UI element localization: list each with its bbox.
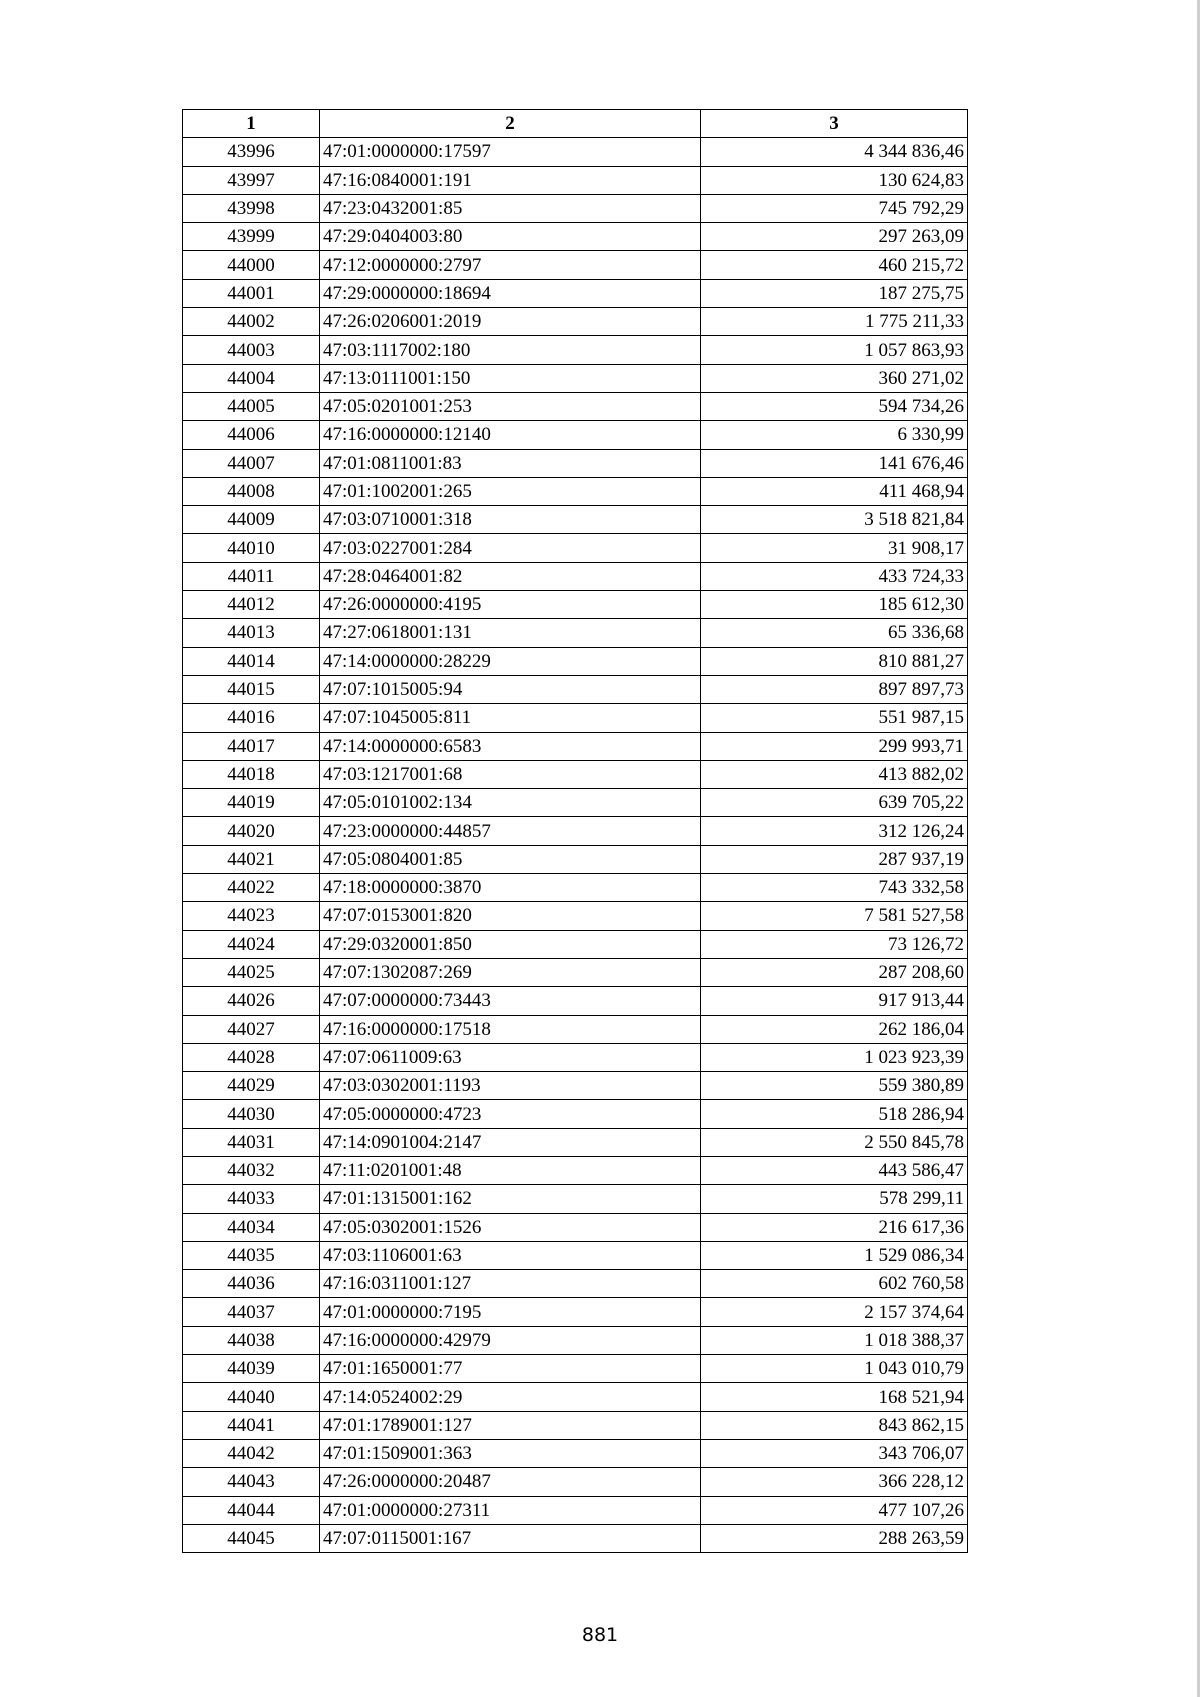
cadastral-number-cell: 47:14:0000000:28229 — [320, 647, 701, 675]
table-row — [183, 1213, 968, 1241]
row-number-cell: 44031 — [183, 1128, 320, 1156]
value-cell: 917 913,44 — [701, 987, 968, 1015]
cadastral-number-cell: 47:14:0901004:2147 — [320, 1128, 701, 1156]
cadastral-number-cell: 47:23:0000000:44857 — [320, 817, 701, 845]
row-number-cell: 44013 — [183, 619, 320, 647]
value-cell: 1 057 863,93 — [701, 336, 968, 364]
table-row — [183, 930, 968, 958]
table-row — [183, 1072, 968, 1100]
value-cell: 299 993,71 — [701, 732, 968, 760]
row-number-cell: 44007 — [183, 449, 320, 477]
table-row — [183, 308, 968, 336]
cadastral-number-cell: 47:01:0000000:7195 — [320, 1298, 701, 1326]
cadastral-number-cell: 47:01:0000000:17597 — [320, 138, 701, 166]
value-cell: 477 107,26 — [701, 1496, 968, 1524]
value-cell: 578 299,11 — [701, 1185, 968, 1213]
cadastral-number-cell: 47:28:0464001:82 — [320, 562, 701, 590]
value-cell: 2 550 845,78 — [701, 1128, 968, 1156]
table-row — [183, 1326, 968, 1354]
row-number-cell: 44033 — [183, 1185, 320, 1213]
row-number-cell: 44022 — [183, 874, 320, 902]
cadastral-number-cell: 47:01:1315001:162 — [320, 1185, 701, 1213]
table-row — [183, 1185, 968, 1213]
cadastral-number-cell: 47:01:1509001:363 — [320, 1439, 701, 1467]
cadastral-number-cell: 47:01:1650001:77 — [320, 1355, 701, 1383]
value-cell: 288 263,59 — [701, 1524, 968, 1552]
row-number-cell: 44032 — [183, 1156, 320, 1184]
row-number-cell: 44012 — [183, 591, 320, 619]
table-row — [183, 958, 968, 986]
table-row — [183, 392, 968, 420]
value-cell: 460 215,72 — [701, 251, 968, 279]
row-number-cell: 44008 — [183, 477, 320, 505]
table-row — [183, 1411, 968, 1439]
cadastral-number-cell: 47:03:1217001:68 — [320, 760, 701, 788]
row-number-cell: 44017 — [183, 732, 320, 760]
row-number-cell: 44041 — [183, 1411, 320, 1439]
table-row — [183, 874, 968, 902]
value-cell: 141 676,46 — [701, 449, 968, 477]
row-number-cell: 44019 — [183, 789, 320, 817]
table-row — [183, 1468, 968, 1496]
value-cell: 1 529 086,34 — [701, 1241, 968, 1269]
value-cell: 639 705,22 — [701, 789, 968, 817]
column-header-1: 1 — [183, 110, 320, 138]
row-number-cell: 44021 — [183, 845, 320, 873]
value-cell: 1 018 388,37 — [701, 1326, 968, 1354]
row-number-cell: 44044 — [183, 1496, 320, 1524]
cadastral-number-cell: 47:07:1015005:94 — [320, 675, 701, 703]
row-number-cell: 44005 — [183, 392, 320, 420]
value-cell: 130 624,83 — [701, 166, 968, 194]
row-number-cell: 44029 — [183, 1072, 320, 1100]
value-cell: 216 617,36 — [701, 1213, 968, 1241]
table-row — [183, 1128, 968, 1156]
value-cell: 594 734,26 — [701, 392, 968, 420]
cadastral-number-cell: 47:01:0000000:27311 — [320, 1496, 701, 1524]
cadastral-number-cell: 47:26:0000000:4195 — [320, 591, 701, 619]
row-number-cell: 44014 — [183, 647, 320, 675]
cadastral-number-cell: 47:01:0811001:83 — [320, 449, 701, 477]
cadastral-number-cell: 47:13:0111001:150 — [320, 364, 701, 392]
row-number-cell: 43997 — [183, 166, 320, 194]
cadastral-number-cell: 47:03:1106001:63 — [320, 1241, 701, 1269]
row-number-cell: 44034 — [183, 1213, 320, 1241]
value-cell: 843 862,15 — [701, 1411, 968, 1439]
table-row — [183, 760, 968, 788]
row-number-cell: 44011 — [183, 562, 320, 590]
table-row — [183, 194, 968, 222]
table-header-row — [183, 110, 968, 138]
table-row — [183, 1383, 968, 1411]
value-cell: 1 023 923,39 — [701, 1043, 968, 1071]
cadastral-number-cell: 47:05:0804001:85 — [320, 845, 701, 873]
table-row — [183, 902, 968, 930]
row-number-cell: 44027 — [183, 1015, 320, 1043]
value-cell: 366 228,12 — [701, 1468, 968, 1496]
value-cell: 443 586,47 — [701, 1156, 968, 1184]
row-number-cell: 44018 — [183, 760, 320, 788]
cadastral-number-cell: 47:05:0101002:134 — [320, 789, 701, 817]
cadastral-number-cell: 47:05:0201001:253 — [320, 392, 701, 420]
cadastral-number-cell: 47:14:0524002:29 — [320, 1383, 701, 1411]
value-cell: 312 126,24 — [701, 817, 968, 845]
cadastral-number-cell: 47:29:0404003:80 — [320, 223, 701, 251]
value-cell: 73 126,72 — [701, 930, 968, 958]
cadastral-number-cell: 47:11:0201001:48 — [320, 1156, 701, 1184]
row-number-cell: 44035 — [183, 1241, 320, 1269]
cadastral-number-cell: 47:27:0618001:131 — [320, 619, 701, 647]
cadastral-number-cell: 47:07:0153001:820 — [320, 902, 701, 930]
cadastral-number-cell: 47:01:1789001:127 — [320, 1411, 701, 1439]
row-number-cell: 43999 — [183, 223, 320, 251]
row-number-cell: 44002 — [183, 308, 320, 336]
row-number-cell: 44045 — [183, 1524, 320, 1552]
table-row — [183, 647, 968, 675]
cadastral-number-cell: 47:07:1302087:269 — [320, 958, 701, 986]
value-cell: 745 792,29 — [701, 194, 968, 222]
value-cell: 602 760,58 — [701, 1270, 968, 1298]
row-number-cell: 44015 — [183, 675, 320, 703]
value-cell: 2 157 374,64 — [701, 1298, 968, 1326]
table-row — [183, 1156, 968, 1184]
cadastral-number-cell: 47:07:1045005:811 — [320, 704, 701, 732]
value-cell: 810 881,27 — [701, 647, 968, 675]
cadastral-number-cell: 47:16:0000000:17518 — [320, 1015, 701, 1043]
row-number-cell: 44003 — [183, 336, 320, 364]
cadastral-number-cell: 47:29:0320001:850 — [320, 930, 701, 958]
value-cell: 743 332,58 — [701, 874, 968, 902]
cadastral-number-cell: 47:14:0000000:6583 — [320, 732, 701, 760]
cadastral-number-cell: 47:03:1117002:180 — [320, 336, 701, 364]
table-row — [183, 675, 968, 703]
table-row — [183, 223, 968, 251]
table-row — [183, 336, 968, 364]
table-row — [183, 845, 968, 873]
table-row — [183, 1015, 968, 1043]
table-row — [183, 421, 968, 449]
value-cell: 287 208,60 — [701, 958, 968, 986]
cadastral-number-cell: 47:16:0000000:12140 — [320, 421, 701, 449]
table-body — [183, 138, 968, 1553]
table-row — [183, 1043, 968, 1071]
row-number-cell: 44026 — [183, 987, 320, 1015]
table-row — [183, 449, 968, 477]
table-row — [183, 732, 968, 760]
page-number: 881 — [581, 1624, 619, 1646]
value-cell: 551 987,15 — [701, 704, 968, 732]
value-cell: 262 186,04 — [701, 1015, 968, 1043]
value-cell: 897 897,73 — [701, 675, 968, 703]
table-row — [183, 1100, 968, 1128]
value-cell: 31 908,17 — [701, 534, 968, 562]
cadastral-number-cell: 47:18:0000000:3870 — [320, 874, 701, 902]
table-row — [183, 138, 968, 166]
cadastral-number-cell: 47:12:0000000:2797 — [320, 251, 701, 279]
cadastral-number-cell: 47:16:0840001:191 — [320, 166, 701, 194]
value-cell: 411 468,94 — [701, 477, 968, 505]
cadastral-number-cell: 47:05:0302001:1526 — [320, 1213, 701, 1241]
value-cell: 7 581 527,58 — [701, 902, 968, 930]
table-row — [183, 1355, 968, 1383]
cadastral-number-cell: 47:03:0710001:318 — [320, 506, 701, 534]
row-number-cell: 44028 — [183, 1043, 320, 1071]
cadastral-number-cell: 47:23:0432001:85 — [320, 194, 701, 222]
cadastral-number-cell: 47:26:0206001:2019 — [320, 308, 701, 336]
table-row — [183, 1270, 968, 1298]
row-number-cell: 43998 — [183, 194, 320, 222]
cadastral-number-cell: 47:03:0302001:1193 — [320, 1072, 701, 1100]
table-row — [183, 1298, 968, 1326]
row-number-cell: 44038 — [183, 1326, 320, 1354]
table-row — [183, 1439, 968, 1467]
row-number-cell: 44009 — [183, 506, 320, 534]
table-row — [183, 704, 968, 732]
cadastral-number-cell: 47:07:0000000:73443 — [320, 987, 701, 1015]
value-cell: 3 518 821,84 — [701, 506, 968, 534]
cadastral-number-cell: 47:29:0000000:18694 — [320, 279, 701, 307]
table-row — [183, 987, 968, 1015]
value-cell: 4 344 836,46 — [701, 138, 968, 166]
row-number-cell: 44043 — [183, 1468, 320, 1496]
table-row — [183, 506, 968, 534]
row-number-cell: 44000 — [183, 251, 320, 279]
value-cell: 413 882,02 — [701, 760, 968, 788]
value-cell: 6 330,99 — [701, 421, 968, 449]
value-cell: 1 775 211,33 — [701, 308, 968, 336]
cadastral-number-cell: 47:05:0000000:4723 — [320, 1100, 701, 1128]
table-row — [183, 789, 968, 817]
cadastral-value-table — [182, 109, 968, 1553]
row-number-cell: 44010 — [183, 534, 320, 562]
table-row — [183, 534, 968, 562]
cadastral-number-cell: 47:01:1002001:265 — [320, 477, 701, 505]
value-cell: 360 271,02 — [701, 364, 968, 392]
row-number-cell: 44040 — [183, 1383, 320, 1411]
row-number-cell: 44023 — [183, 902, 320, 930]
table-row — [183, 1241, 968, 1269]
value-cell: 433 724,33 — [701, 562, 968, 590]
table-row — [183, 1496, 968, 1524]
value-cell: 287 937,19 — [701, 845, 968, 873]
row-number-cell: 44020 — [183, 817, 320, 845]
cadastral-number-cell: 47:16:0000000:42979 — [320, 1326, 701, 1354]
value-cell: 559 380,89 — [701, 1072, 968, 1100]
table-row — [183, 619, 968, 647]
row-number-cell: 44001 — [183, 279, 320, 307]
table-row — [183, 251, 968, 279]
table-row — [183, 1524, 968, 1552]
value-cell: 1 043 010,79 — [701, 1355, 968, 1383]
row-number-cell: 44042 — [183, 1439, 320, 1467]
column-header-3: 3 — [701, 110, 968, 138]
cadastral-number-cell: 47:16:0311001:127 — [320, 1270, 701, 1298]
column-header-2: 2 — [320, 110, 701, 138]
table-row — [183, 477, 968, 505]
row-number-cell: 44030 — [183, 1100, 320, 1128]
table-row — [183, 364, 968, 392]
cadastral-number-cell: 47:07:0115001:167 — [320, 1524, 701, 1552]
table-row — [183, 166, 968, 194]
table-container — [182, 109, 968, 1553]
row-number-cell: 44006 — [183, 421, 320, 449]
cadastral-number-cell: 47:07:0611009:63 — [320, 1043, 701, 1071]
value-cell: 518 286,94 — [701, 1100, 968, 1128]
cadastral-number-cell: 47:26:0000000:20487 — [320, 1468, 701, 1496]
row-number-cell: 44025 — [183, 958, 320, 986]
value-cell: 297 263,09 — [701, 223, 968, 251]
value-cell: 343 706,07 — [701, 1439, 968, 1467]
table-row — [183, 279, 968, 307]
row-number-cell: 44036 — [183, 1270, 320, 1298]
table-row — [183, 591, 968, 619]
value-cell: 185 612,30 — [701, 591, 968, 619]
row-number-cell: 44037 — [183, 1298, 320, 1326]
row-number-cell: 44004 — [183, 364, 320, 392]
value-cell: 187 275,75 — [701, 279, 968, 307]
value-cell: 65 336,68 — [701, 619, 968, 647]
table-row — [183, 817, 968, 845]
row-number-cell: 44039 — [183, 1355, 320, 1383]
row-number-cell: 44016 — [183, 704, 320, 732]
value-cell: 168 521,94 — [701, 1383, 968, 1411]
row-number-cell: 43996 — [183, 138, 320, 166]
cadastral-number-cell: 47:03:0227001:284 — [320, 534, 701, 562]
table-row — [183, 562, 968, 590]
row-number-cell: 44024 — [183, 930, 320, 958]
